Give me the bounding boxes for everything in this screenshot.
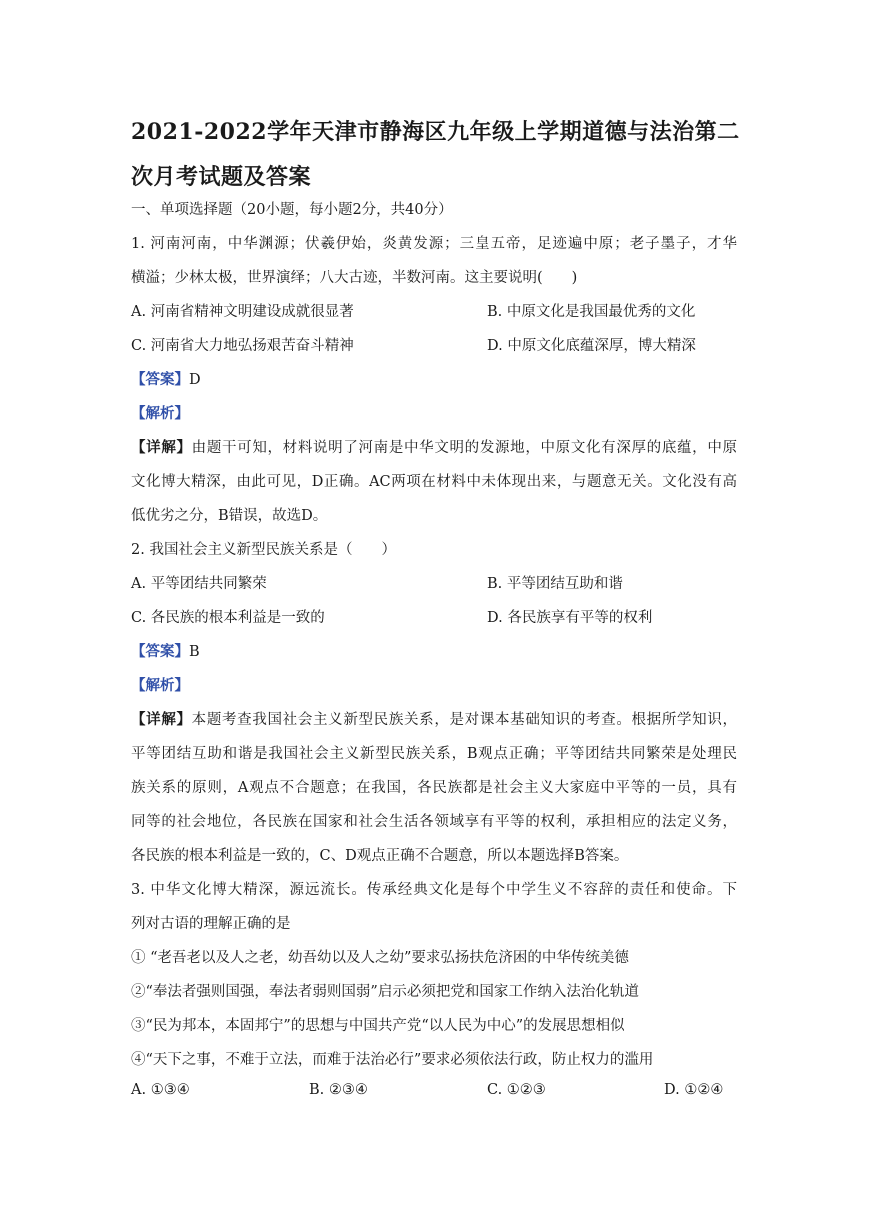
q1-option-b: B. 中原文化是我国最优秀的文化: [487, 304, 696, 320]
q1-detail-line-2: 文化博大精深，由此可见，D正确。AC两项在材料中未体现出来，与题意无关。文化没有高: [131, 474, 737, 490]
q3-option-a: A. ①③④: [131, 1082, 190, 1098]
q1-answer: [131, 368, 201, 389]
answer-tag: 【答案】: [131, 371, 189, 388]
q2-option-c: C. 各民族的根本利益是一致的: [131, 610, 325, 626]
q2-answer: [131, 640, 200, 661]
q2-detail-line-5: 各民族的根本利益是一致的，C、D观点正确不合题意，所以本题选择B答案。: [131, 848, 629, 864]
q3-option-d: D. ①②④: [664, 1082, 724, 1098]
detail-tag: 【详解】: [131, 711, 192, 728]
q3-option-c: C. ①②③: [487, 1082, 546, 1098]
q2-option-b: B. 平等团结互助和谐: [487, 576, 623, 592]
q1-answer-value: D: [189, 372, 201, 388]
q1-option-d: D. 中原文化底蕴深厚，博大精深: [487, 338, 696, 354]
q2-option-d: D. 各民族享有平等的权利: [487, 610, 653, 626]
q3-statement-4: ④“天下之事，不难于立法，而难于法治必行”要求必须依法行政，防止权力的滥用: [131, 1052, 654, 1068]
q2-option-a: A. 平等团结共同繁荣: [131, 576, 267, 592]
q3-statement-3: ③“民为邦本，本固邦宁”的思想与中国共产党“以人民为中心”的发展思想相似: [131, 1018, 625, 1034]
q1-stem-line-2: 横溢；少林太极，世界演绎；八大古迹，半数河南。这主要说明( ): [131, 270, 578, 286]
q2-detail-text-1: 本题考查我国社会主义新型民族关系，是对课本基础知识的考查。根据所学知识，: [191, 712, 738, 728]
q2-answer-value: B: [189, 644, 200, 660]
q1-option-a: A. 河南省精神文明建设成就很显著: [131, 304, 354, 320]
q2-detail-line-1: [131, 708, 737, 729]
q1-analysis-tag: 【解析】: [131, 405, 189, 422]
q3-stem-line-1: 3. 中华文化博大精深，源远流长。传承经典文化是每个中学生义不容辞的责任和使命。下: [131, 882, 737, 898]
q2-detail-line-3: 族关系的原则，A观点不合题意；在我国，各民族都是社会主义大家庭中平等的一员，具有: [131, 780, 737, 796]
answer-tag: 【答案】: [131, 643, 189, 660]
q3-statement-2: ②“奉法者强则国强，奉法者弱则国弱”启示必须把党和国家工作纳入法治化轨道: [131, 984, 639, 1000]
q2-stem: 2. 我国社会主义新型民族关系是（ ）: [131, 542, 396, 558]
q3-stem-line-2: 列对古语的理解正确的是: [131, 916, 291, 932]
q2-detail-line-2: 平等团结互助和谐是我国社会主义新型民族关系，B观点正确；平等团结共同繁荣是处理民: [131, 746, 737, 762]
q1-stem-line-1: 1. 河南河南，中华渊源；伏羲伊始，炎黄发源；三皇五帝，足迹遍中原；老子墨子，才华: [131, 236, 737, 252]
q2-detail-line-4: 同等的社会地位，各民族在国家和社会生活各领域享有平等的权利，承担相应的法定义务，: [131, 814, 737, 830]
q1-option-c: C. 河南省大力地弘扬艰苦奋斗精神: [131, 338, 354, 354]
q1-detail-line-1: [131, 436, 737, 457]
q3-statement-1: ① “老吾老以及人之老，幼吾幼以及人之幼”要求弘扬扶危济困的中华传统美德: [131, 950, 629, 966]
detail-tag: 【详解】: [131, 439, 192, 456]
title-line-1: 2021-2022学年天津市静海区九年级上学期道德与法治第二: [131, 119, 740, 145]
title-line-2: 次月考试题及答案: [131, 164, 312, 190]
section-heading: 一、单项选择题（20小题，每小题2分，共40分）: [131, 202, 453, 218]
document-title: [131, 110, 741, 200]
q1-detail-line-3: 低优劣之分，B错误，故选D。: [131, 508, 328, 524]
q2-analysis-tag: 【解析】: [131, 677, 189, 694]
q3-option-b: B. ②③④: [309, 1082, 368, 1098]
q1-detail-text-1: 由题干可知，材料说明了河南是中华文明的发源地，中原文化有深厚的底蕴，中原: [191, 440, 738, 456]
